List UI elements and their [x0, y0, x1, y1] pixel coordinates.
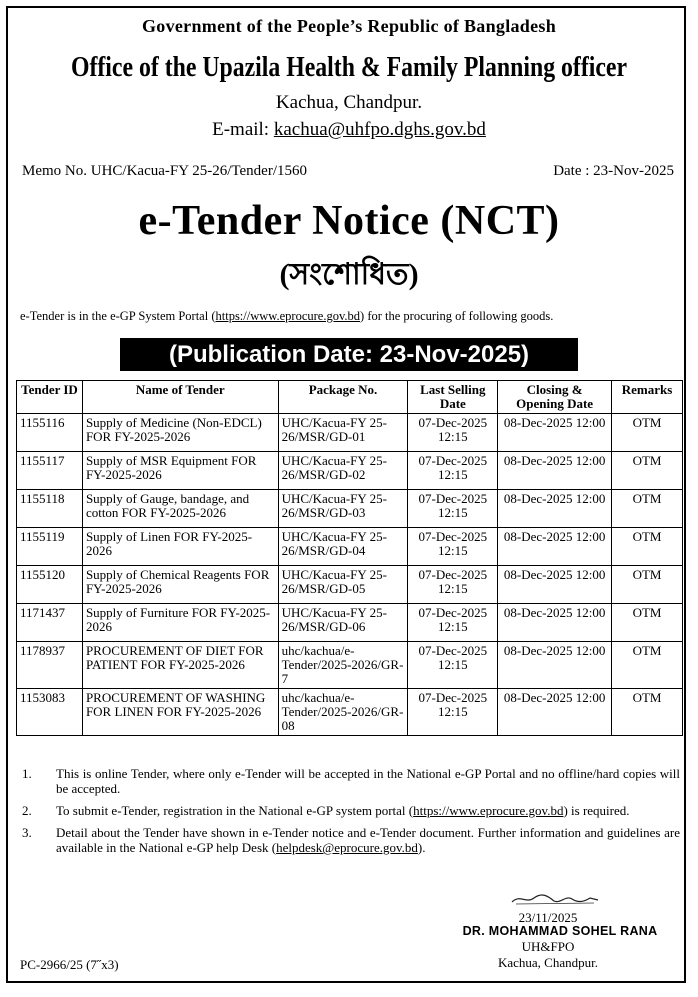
table-row — [17, 452, 683, 490]
last-selling-date: 07-Dec-2025 12:15 — [408, 642, 498, 689]
signature-date: 23/11/2025 — [518, 910, 578, 925]
col-header-name: Name of Tender — [82, 381, 278, 414]
tender-name: Supply of Linen FOR FY-2025-2026 — [82, 528, 278, 566]
note-text: Detail about the Tender have shown in e-Tender notice and e-Tender document. Further information and guidelines are available in the National e-GP help Desk ( — [56, 825, 680, 855]
note-text-after: ). — [417, 840, 426, 855]
tender-id: 1155118 — [17, 490, 83, 528]
tender-name: PROCUREMENT OF DIET FOR PATIENT FOR FY-2025-2026 — [82, 642, 278, 689]
publication-date-banner: (Publication Date: 23-Nov-2025) — [120, 338, 578, 371]
table-row — [17, 642, 683, 689]
last-selling-date: 07-Dec-2025 12:15 — [408, 604, 498, 642]
remarks: OTM — [612, 689, 683, 736]
remarks: OTM — [612, 566, 683, 604]
office-email — [0, 119, 698, 141]
remarks: OTM — [612, 452, 683, 490]
remarks: OTM — [612, 642, 683, 689]
remarks: OTM — [612, 490, 683, 528]
eprocure-link[interactable]: https://www.eprocure.gov.bd — [413, 803, 564, 818]
package-no: UHC/Kacua-FY 25-26/MSR/GD-03 — [278, 490, 408, 528]
tender-id: 1171437 — [17, 604, 83, 642]
last-selling-date: 07-Dec-2025 12:15 — [408, 414, 498, 452]
col-header-remarks: Remarks — [612, 381, 683, 414]
intro-before: e-Tender is in the e-GP System Portal ( — [20, 309, 216, 323]
footer-code: PC-2966/25 (7˝x3) — [20, 957, 119, 972]
package-no: uhc/kachua/e-Tender/2025-2026/GR-08 — [278, 689, 408, 736]
note-text-after: ) is required. — [563, 803, 630, 818]
signer-designation: UH&FPO — [521, 939, 575, 954]
memo-number: Memo No. UHC/Kacua-FY 25-26/Tender/1560 — [22, 163, 308, 179]
closing-date: 08-Dec-2025 12:00 — [498, 528, 612, 566]
notice-title: e-Tender Notice (NCT) — [138, 198, 560, 244]
handwritten-signature — [510, 892, 600, 906]
table-row — [17, 566, 683, 604]
tender-name: Supply of Medicine (Non-EDCL) FOR FY-2025-2026 — [82, 414, 278, 452]
last-selling-date: 07-Dec-2025 12:15 — [408, 452, 498, 490]
note-number: 1. — [22, 766, 32, 781]
closing-date: 08-Dec-2025 12:00 — [498, 642, 612, 689]
closing-date: 08-Dec-2025 12:00 — [498, 452, 612, 490]
package-no: UHC/Kacua-FY 25-26/MSR/GD-05 — [278, 566, 408, 604]
closing-date: 08-Dec-2025 12:00 — [498, 566, 612, 604]
office-heading: Office of the Upazila Health & Family Planning officer — [70, 51, 628, 83]
note-text: This is online Tender, where only e-Tender will be accepted in the National e-GP Portal and no offline/hard copies will be accepted. — [56, 766, 680, 796]
package-no: UHC/Kacua-FY 25-26/MSR/GD-02 — [278, 452, 408, 490]
closing-date: 08-Dec-2025 12:00 — [498, 490, 612, 528]
note-item — [20, 825, 680, 855]
note-number: 3. — [22, 825, 32, 840]
memo-date: Date : 23-Nov-2025 — [553, 163, 674, 179]
last-selling-date: 07-Dec-2025 12:15 — [408, 528, 498, 566]
note-item — [20, 803, 680, 818]
table-row — [17, 528, 683, 566]
tender-name: Supply of Chemical Reagents FOR FY-2025-2026 — [82, 566, 278, 604]
signer-place: Kachua, Chandpur. — [497, 955, 598, 970]
office-address: Kachua, Chandpur. — [275, 92, 423, 113]
helpdesk-email-link[interactable]: helpdesk@eprocure.gov.bd — [276, 840, 418, 855]
tender-id: 1155116 — [17, 414, 83, 452]
tender-name: Supply of Gauge, bandage, and cotton FOR FY-2025-2026 — [82, 490, 278, 528]
government-heading: Government of the People’s Republic of Bangladesh — [141, 16, 557, 36]
eprocure-link[interactable]: https://www.eprocure.gov.bd — [215, 309, 361, 323]
package-no: UHC/Kacua-FY 25-26/MSR/GD-06 — [278, 604, 408, 642]
remarks: OTM — [612, 528, 683, 566]
note-text: To submit e-Tender, registration in the National e-GP system portal ( — [56, 803, 414, 818]
email-label: E-mail: — [212, 119, 270, 140]
last-selling-date: 07-Dec-2025 12:15 — [408, 490, 498, 528]
email-link[interactable]: kachua@uhfpo.dghs.gov.bd — [273, 119, 486, 140]
package-no: UHC/Kacua-FY 25-26/MSR/GD-01 — [278, 414, 408, 452]
table-row — [17, 490, 683, 528]
table-row — [17, 604, 683, 642]
tender-name: Supply of MSR Equipment FOR FY-2025-2026 — [82, 452, 278, 490]
notice-subtitle: (সংশোধিত) — [279, 258, 419, 291]
closing-date: 08-Dec-2025 12:00 — [498, 414, 612, 452]
package-no: uhc/kachua/e-Tender/2025-2026/GR-7 — [278, 642, 408, 689]
tender-id: 1155119 — [17, 528, 83, 566]
tender-id: 1155120 — [17, 566, 83, 604]
remarks: OTM — [612, 414, 683, 452]
col-header-closing: Closing & Opening Date — [498, 381, 612, 414]
col-header-last-selling: Last Selling Date — [408, 381, 498, 414]
signer-name: DR. MOHAMMAD SOHEL RANA — [462, 924, 658, 938]
tender-name: Supply of Furniture FOR FY-2025-2026 — [82, 604, 278, 642]
table-row — [17, 414, 683, 452]
tender-id: 1153083 — [17, 689, 83, 736]
tender-table — [16, 380, 683, 736]
note-item — [20, 766, 680, 796]
table-row — [17, 689, 683, 736]
last-selling-date: 07-Dec-2025 12:15 — [408, 566, 498, 604]
last-selling-date: 07-Dec-2025 12:15 — [408, 689, 498, 736]
table-header-row — [17, 381, 683, 414]
package-no: UHC/Kacua-FY 25-26/MSR/GD-04 — [278, 528, 408, 566]
remarks: OTM — [612, 604, 683, 642]
intro-after: ) for the procuring of following goods. — [360, 309, 554, 323]
col-header-package: Package No. — [278, 381, 408, 414]
closing-date: 08-Dec-2025 12:00 — [498, 604, 612, 642]
intro-text — [20, 309, 553, 324]
tender-id: 1155117 — [17, 452, 83, 490]
tender-id: 1178937 — [17, 642, 83, 689]
note-number: 2. — [22, 803, 32, 818]
col-header-tender-id: Tender ID — [17, 381, 83, 414]
closing-date: 08-Dec-2025 12:00 — [498, 689, 612, 736]
tender-name: PROCUREMENT OF WASHING FOR LINEN FOR FY-2025-2026 — [82, 689, 278, 736]
notes-list — [20, 766, 680, 862]
